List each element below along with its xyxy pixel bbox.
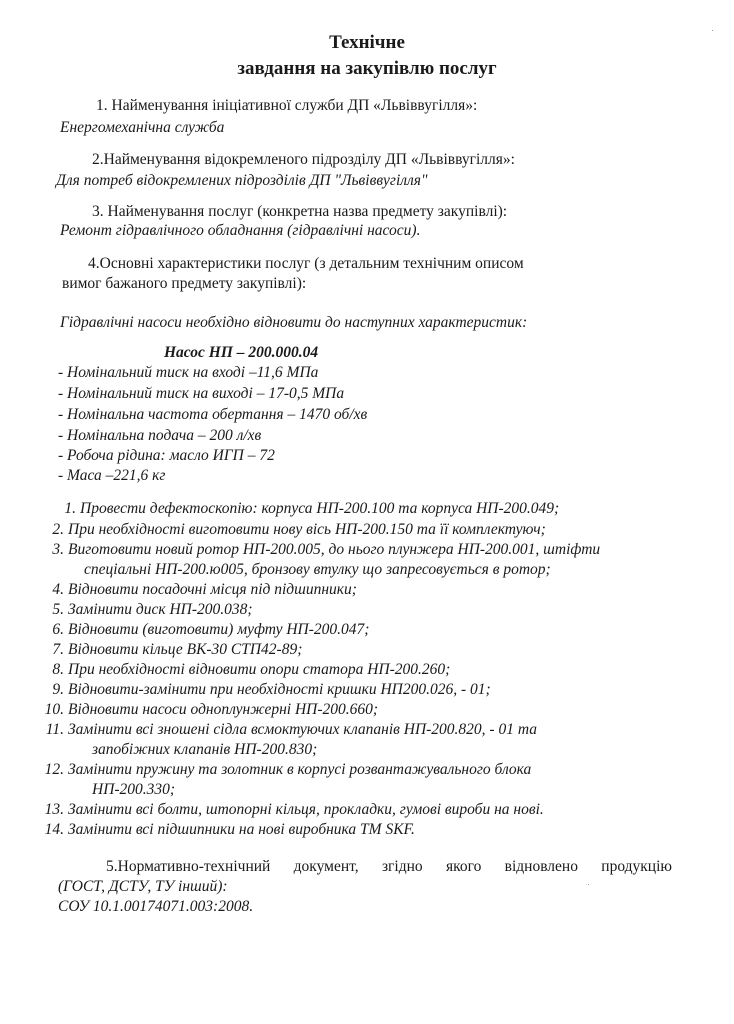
- scan-speck: [712, 30, 713, 31]
- task-item: 4. Відновити посадочні місця під підшипники;: [52, 581, 357, 598]
- spec-item: - Номінальний тиск на вході –11,6 МПа: [58, 364, 319, 381]
- pump-title: Насос НП – 200.000.04: [164, 344, 319, 361]
- section-3-heading: 3. Найменування послуг (конкретна назва предмету закупівлі):: [92, 203, 508, 220]
- section-4-heading-line1: 4.Основні характеристики послуг (з детальним технічним описом: [88, 255, 524, 272]
- task-item: 11. Замінити всі зношені сідла всмоктуючих клапанів НП-200.820, - 01 та: [45, 721, 537, 738]
- section-5-heading-line2: (ГОСТ, ДСТУ, ТУ інший):: [58, 878, 228, 895]
- section-5-heading-line1: 5.Нормативно-технічний документ, згідно якого відновлено продукцію: [106, 858, 672, 875]
- spec-item: - Номінальний тиск на виході – 17-0,5 МПа: [58, 385, 345, 402]
- section-2-heading: 2.Найменування відокремленого підрозділу ДП «Львіввугілля»:: [92, 151, 515, 168]
- task-item: 5. Замінити диск НП-200.038;: [52, 601, 253, 618]
- document-subtitle: завдання на закупівлю послуг: [237, 58, 497, 79]
- section-5-value: СОУ 10.1.00174071.003:2008.: [58, 898, 254, 915]
- spec-item: - Маса –221,6 кг: [58, 467, 166, 484]
- spec-item: - Робоча рідина: масло ИГП – 72: [58, 447, 275, 464]
- section-4-intro: Гідравлічні насоси необхідно відновити до наступних характеристик:: [60, 314, 528, 331]
- task-item: 3. Виготовити новий ротор НП-200.005, до нього плунжера НП-200.001, штіфти: [52, 541, 601, 558]
- task-item: 2. При необхідності виготовити нову вісь НП-200.150 та її комплектуюч;: [52, 521, 546, 538]
- task-item: 10. Відновити насоси одноплунжерні НП-200.660;: [44, 701, 379, 718]
- section-2-value: Для потреб відокремлених підрозділів ДП "Львіввугілля": [56, 172, 428, 189]
- scan-speck: [588, 884, 589, 885]
- task-item-continuation: НП-200.330;: [92, 781, 176, 798]
- task-item: 9. Відновити-замінити при необхідності кришки НП200.026, - 01;: [52, 681, 491, 698]
- section-1-value: Енергомеханічна служба: [60, 119, 225, 136]
- section-3-value: Ремонт гідравлічного обладнання (гідравлічні насоси).: [60, 222, 421, 239]
- section-4-heading-line2: вимог бажаного предмету закупівлі):: [62, 275, 307, 292]
- task-item: 6. Відновити (виготовити) муфту НП-200.047;: [52, 621, 370, 638]
- task-item: 12. Замінити пружину та золотник в корпусі розвантажувального блока: [44, 761, 532, 778]
- document-title: Технічне: [329, 32, 405, 53]
- task-item: 8. При необхідності відновити опори статора НП-200.260;: [52, 661, 451, 678]
- task-item: 1. Провести дефектоскопію: корпуса НП-200.100 та корпуса НП-200.049;: [64, 500, 560, 517]
- task-item-continuation: запобіжних клапанів НП-200.830;: [92, 741, 318, 758]
- spec-item: - Номінальна подача – 200 л/хв: [58, 427, 262, 444]
- section-1-heading: 1. Найменування ініціативної служби ДП «Львіввугілля»:: [96, 97, 478, 114]
- task-item: 13. Замінити всі болти, штопорні кільця, прокладки, гумові вироби на нові.: [44, 801, 544, 818]
- task-item: 14. Замінити всі підшипники на нові виробника ТМ SKF.: [44, 821, 415, 838]
- spec-item: - Номінальна частота обертання – 1470 об/хв: [58, 406, 368, 423]
- task-item: 7. Відновити кільце ВК-30 СТП42-89;: [52, 641, 303, 658]
- task-item-continuation: спеціальні НП-200.ю005, бронзову втулку що запресовується в ротор;: [84, 561, 551, 578]
